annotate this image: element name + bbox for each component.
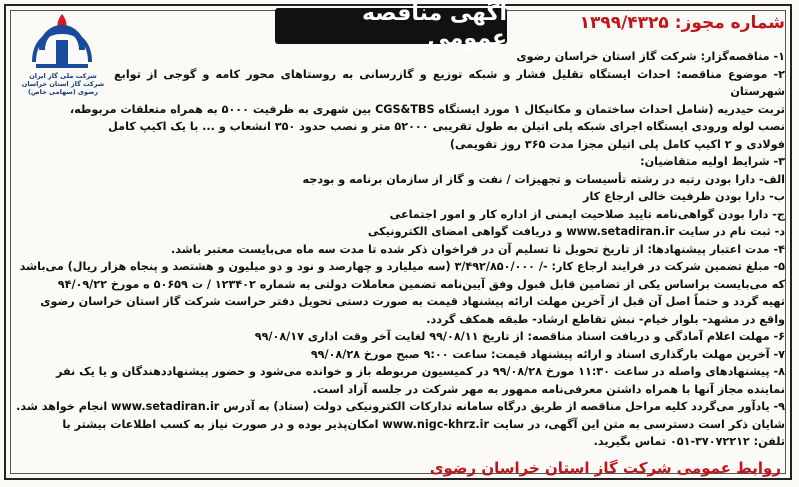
body-line: الف- دارا بودن رتبه در رشته تأسیسات و تجهیزات / نفت و گاز از سازمان برنامه و بودجه xyxy=(302,172,785,186)
body-line: د- ثبت نام در سایت www.setadiran.ir و دریافت گواهی امضای الکترونیکی xyxy=(367,225,785,238)
body-line: فولادی و ۲ اکیپ کامل پلی اتیلن مجزا مدت ۳۶۵ روز تقویمی) xyxy=(449,137,785,151)
body-line: ۸- پیشنهادهای واصله در ساعت ۱۱:۳۰ مورخ ۹۹/۰۸/۲۸ در کمیسیون مربوطه باز و خوانده می‌شود و حضور پیشنهاددهندگان و یا یک نفر xyxy=(56,365,785,378)
body-line: تلفن: ۳۷۰۷۲۲۱۲-۰۵۱ تماس بگیرید. xyxy=(593,435,785,448)
body-line: ب- دارا بودن ظرفیت خالی ارجاع کار xyxy=(583,190,785,203)
body-line: تهیه گردد و حتماً اصل آن قبل از آخرین مهلت ارائه پیشنهاد قیمت به صورت دستی تحویل دفتر حراست شرکت گاز استان خراسان رضوی xyxy=(40,295,785,308)
body-line: ۷- آخرین مهلت بارگذاری اسناد و ارائه پیشنهاد قیمت: ساعت ۹:۰۰ صبح مورخ ۹۹/۰۸/۲۸ xyxy=(310,347,785,361)
notice-title-banner: آگهی مناقصه عمومی xyxy=(275,8,507,44)
body-line: ۵- مبلغ تضمین شرکت در فرایند ارجاع کار: -/ ۳/۴۹۲/۸۵۰/۰۰۰ (سه میلیارد و چهارصد و نود و دو میلیون و هشتصد و پنجاه هزار ریال) می‌باشد xyxy=(19,260,785,273)
body-line: ۹- یادآور می‌گردد کلیه مراحل مناقصه از طریق درگاه سامانه تدارکات الکترونیکی دولت (ستاد) به آدرس www.setadiran.ir انجام خواهد شد. xyxy=(16,400,785,413)
body-line: ۲- موضوع مناقصه: احداث ایستگاه تقلیل فشار و شبکه توزیع و گازرسانی به روستاهای محور کامه و گوجی از توابع شهرستان xyxy=(114,67,785,98)
logo-caption-line1: شرکت ملی گاز ایران xyxy=(29,72,97,80)
notice-body xyxy=(14,48,785,457)
body-line: شایان ذکر است دسترسی به متن این آگهی، در سایت www.nigc-khrz.ir امکان‌پذیر بوده و در صورت نیاز به کسب اطلاعات بیشتر با xyxy=(62,417,785,431)
body-line: تربت حیدریه (شامل احداث ساختمان و مکانیکال ۱ مورد ایستگاه CGS&TBS بین شهری به ظرفیت ۵۰۰۰ به همراه متعلقات مربوطه، xyxy=(69,102,785,116)
body-line: ۴- مدت اعتبار پیشنهادها: از تاریخ تحویل تا تسلیم آن در فراخوان ذکر شده تا مدت سه ماه می‌بایست معتبر باشد. xyxy=(171,242,785,256)
body-line: نماینده مجاز آنها با همراه داشتن معرفی‌نامه ممهور به مهر شرکت در جلسه آزاد است. xyxy=(312,382,785,396)
body-line: ۶- مهلت اعلام آمادگی و دریافت اسناد مناقصه: از تاریخ ۹۹/۰۸/۱۱ لغایت آخر وقت اداری ۹۹/۰۸/۱۷ xyxy=(254,330,785,343)
permit-number: شماره مجوز: ۱۳۹۹/۴۳۲۵ xyxy=(579,13,785,33)
body-line: ۱- مناقصه‌گزار: شرکت گاز استان خراسان رضوی xyxy=(516,50,785,63)
footer-public-relations: روابط عمومی شرکت گاز استان خراسان رضوی xyxy=(429,459,781,477)
body-line: که می‌بایست براساس یکی از تضامین قابل قبول وفق آیین‌نامه تضمین معاملات دولتی به شماره ۱۲۳۴۰۲ / ت ۵۰۶۵۹ ه مورخ ۹۴/۰۹/۲۲ xyxy=(57,277,785,291)
body-line: واقع در مشهد- بلوار خیام- نبش تقاطع ارشاد- طبقه همکف گردد. xyxy=(426,312,785,326)
body-line: نصب لوله ورودی ایستگاه اجرای شبکه پلی اتیلن به طول تقریبی ۵۲۰۰۰ متر و نصب حدود ۳۵۰ انشعاب و ... با یک اکیپ کامل xyxy=(108,120,785,133)
logo-caption-line2: شرکت گاز استان خراسان رضوی (سهامی خاص) xyxy=(21,80,105,96)
body-line: ج- دارا بودن گواهی‌نامه تایید صلاحیت ایمنی از اداره کار و امور اجتماعی xyxy=(389,207,785,221)
body-line: ۳- شرایط اولیه متقاضیان: xyxy=(640,155,785,168)
